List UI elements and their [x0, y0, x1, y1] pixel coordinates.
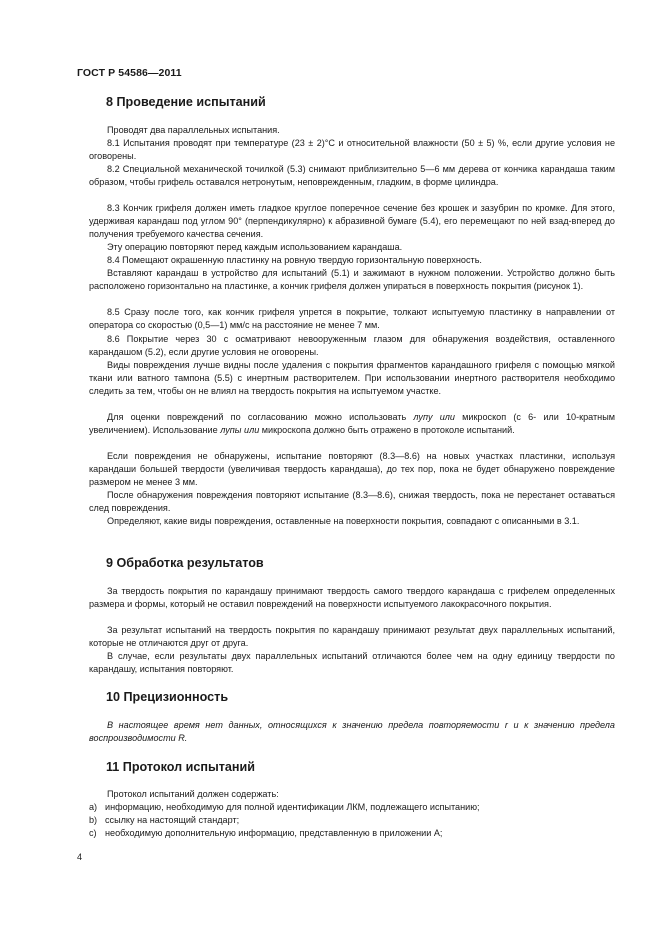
s8-paragraph-9: 8.6 Покрытие через 30 с осматривают невооруженным глазом для обнаружения воздействия, оставленного карандашом (5.2), если другие условия не оговорены.	[89, 334, 615, 358]
section-11-title: 11 Протокол испытаний	[106, 760, 256, 774]
list-item	[89, 801, 615, 814]
page-number: 4	[77, 852, 83, 862]
list-marker: a)	[89, 802, 98, 812]
s8-p11-part-c: микроскоп (с 6- или 10-кратным увеличением). Использование	[89, 412, 615, 436]
s8-paragraph-10: Виды повреждения лучше видны после удаления с покрытия фрагментов карандашного грифеля с помощью мягкой ткани или ватного тампона (5.5) с инертным растворителем. При использовании инертного растворителя необходимо следить за тем, чтобы он не влиял на твердость покрытия на испытуемом участке.	[89, 360, 615, 397]
s8-paragraph-4: 8.3 Кончик грифеля должен иметь гладкое круглое поперечное сечение без крошек и зазубрин по кромке. Для этого, удерживая карандаш под углом 90° (перпендикулярно) к абразивной бумаге (5.4), его перемещают по ней взад-вперед до получения требуемого качества сечения.	[89, 203, 615, 240]
s8-p11-part-d: лупы или	[220, 425, 260, 436]
s8-paragraph-12: Если повреждения не обнаружены, испытание повторяют (8.3—8.6) на новых участках пластинки, используя карандаши большей твердости (увеличивая твердость карандаша), до тех пор, пока не будет обнаружено повреждение размером не менее 3 мм.	[89, 451, 615, 488]
s8-p11-part-b: лупу или	[413, 412, 455, 422]
s8-paragraph-5: Эту операцию повторяют перед каждым использованием карандаша.	[107, 242, 403, 252]
list-item-text: ссылку на настоящий стандарт;	[105, 815, 240, 825]
s8-paragraph-14: Определяют, какие виды повреждения, оставленные на поверхности покрытия, совпадают с описанными в 3.1.	[107, 516, 580, 526]
s8-paragraph-2: 8.1 Испытания проводят при температуре (23 ± 2)°С и относительной влажности (50 ± 5) %, если другие условия не оговорены.	[89, 138, 615, 162]
list-marker: b)	[89, 815, 98, 825]
list-marker: c)	[89, 828, 97, 838]
list-item-text: необходимую дополнительную информацию, представленную в приложении А;	[105, 828, 443, 838]
s8-p11-part-a: Для оценки повреждений по согласованию можно использовать	[107, 412, 414, 422]
section-8-title: 8 Проведение испытаний	[106, 95, 266, 109]
list-item-text: информацию, необходимую для полной идентификации ЛКМ, подлежащего испытанию;	[105, 802, 480, 812]
s11-paragraph-1: Протокол испытаний должен содержать:	[107, 789, 279, 799]
section-10-title: 10 Прецизионность	[106, 690, 229, 704]
document-header: ГОСТ Р 54586—2011	[77, 67, 182, 79]
s8-paragraph-8: 8.5 Сразу после того, как кончик грифеля упрется в покрытие, толкают испытуемую пластинку в направлении от оператора со скоростью (0,5—1) мм/с на расстояние не менее 7 мм.	[89, 307, 615, 331]
s9-paragraph-1: За твердость покрытия по карандашу принимают твердость самого твердого карандаша с грифелем определенных размера и формы, который не оставил повреждений на поверхности испытуемого лакокрасочного покрытия.	[89, 586, 615, 610]
list-item	[89, 814, 615, 827]
s9-paragraph-2: За результат испытаний на твердость покрытия по карандашу принимают результат двух параллельных испытаний, которые не отличаются друг от друга.	[89, 625, 615, 649]
s8-paragraph-6: 8.4 Помещают окрашенную пластинку на ровную твердую горизонтальную поверхность.	[107, 255, 482, 265]
s8-p11-part-e: микроскопа должно быть отражено в протоколе испытаний.	[259, 425, 515, 436]
s8-paragraph-1: Проводят два параллельных испытания.	[107, 125, 280, 135]
list-item	[89, 827, 615, 840]
s8-paragraph-7: Вставляют карандаш в устройство для испытаний (5.1) и зажимают в нужном положении. Устройство должно быть расположено горизонтально на пластинке, а кончик грифеля должен упираться в поверхность покрытия (рисунок 1).	[89, 268, 615, 292]
section-9-title: 9 Обработка результатов	[106, 556, 264, 570]
s8-paragraph-3: 8.2 Специальной механической точилкой (5.3) снимают приблизительно 5—6 мм дерева от кончика карандаша таким образом, чтобы грифель оставался нетронутым, неповрежденным, гладким, в форме цилиндра.	[89, 164, 615, 188]
s8-paragraph-13: После обнаружения повреждения повторяют испытание (8.3—8.6), снижая твердость, пока не перестанет оставаться след повреждения.	[89, 490, 615, 514]
s9-paragraph-3: В случае, если результаты двух параллельных испытаний отличаются более чем на одну единицу твердости по карандашу, испытания повторяют.	[89, 651, 615, 675]
s10-paragraph-1: В настоящее время нет данных, относящихся к значению предела повторяемости r и к значению предела воспроизводимости R.	[89, 720, 615, 744]
s8-paragraph-11	[89, 411, 615, 437]
